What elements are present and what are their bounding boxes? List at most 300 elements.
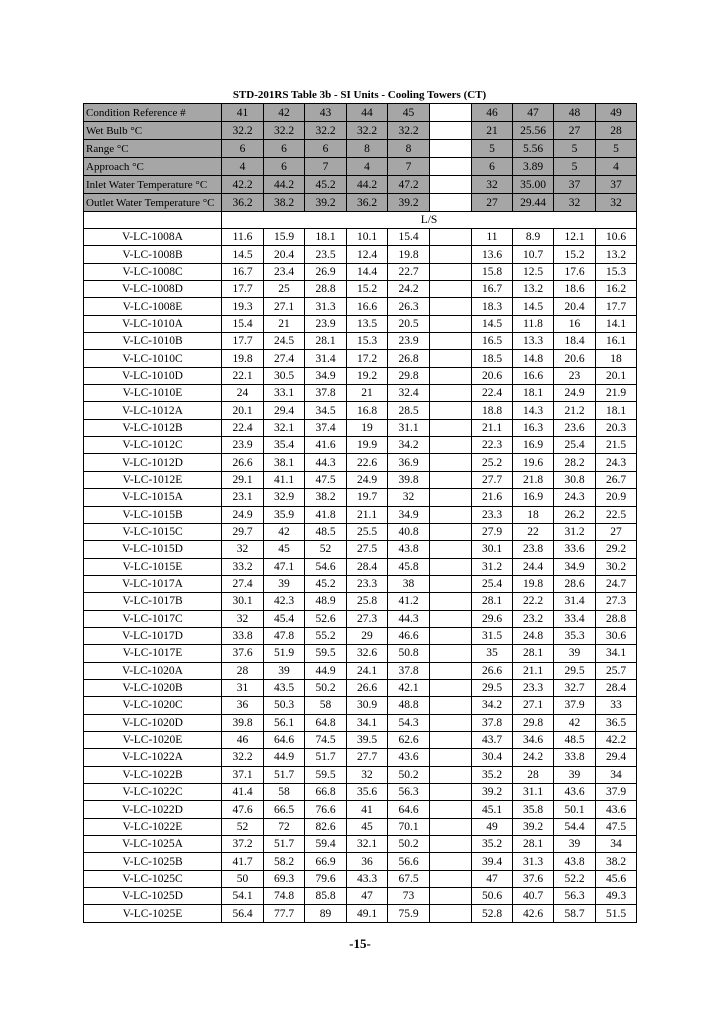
flow-value-cell: 85.8: [305, 888, 347, 905]
flow-value-cell: 16.7: [222, 263, 264, 280]
model-name-cell: V-LC-1008B: [84, 246, 222, 263]
flow-value-cell: 45.2: [305, 575, 347, 592]
flow-value-cell: 58.2: [264, 853, 305, 870]
flow-value-cell: 19.8: [222, 350, 264, 367]
flow-value-cell: 44.9: [305, 662, 347, 679]
flow-value-cell: 54.6: [305, 558, 347, 575]
flow-value-cell: 28: [513, 766, 554, 783]
flow-value-cell: 37.8: [472, 714, 513, 731]
flow-value-cell: 30.8: [554, 471, 596, 488]
flow-value-cell: 28.1: [513, 836, 554, 853]
flow-value-cell: 64.6: [388, 801, 430, 818]
flow-value-cell: 44.9: [264, 749, 305, 766]
flow-value-cell: 37.8: [305, 385, 347, 402]
flow-value-cell: 23.9: [388, 333, 430, 350]
flow-value-cell: 25.8: [347, 593, 388, 610]
flow-value-cell: 39.5: [347, 731, 388, 748]
flow-value-cell: 42.1: [388, 679, 430, 696]
flow-value-cell: 31.1: [513, 784, 554, 801]
flow-value-cell: 27.3: [596, 593, 637, 610]
flow-value-cell: 41.8: [305, 506, 347, 523]
flow-value-cell: 22.4: [472, 385, 513, 402]
flow-value-cell: 26.6: [222, 454, 264, 471]
flow-value-cell: 59.4: [305, 836, 347, 853]
flow-value-cell: 70.1: [388, 818, 430, 835]
table-row: [84, 385, 637, 402]
flow-value-cell: 13.5: [347, 315, 388, 332]
flow-value-cell: 32: [347, 766, 388, 783]
header-cell: 5: [554, 158, 596, 176]
flow-value-cell: 17.7: [222, 333, 264, 350]
flow-value-cell: 39: [264, 575, 305, 592]
flow-value-cell: 28.1: [513, 645, 554, 662]
flow-value-cell: 13.3: [513, 333, 554, 350]
header-cell: 8: [388, 140, 430, 158]
header-cell: 21: [472, 122, 513, 140]
table-row: [84, 489, 637, 506]
flow-value-cell: 66.5: [264, 801, 305, 818]
page-title: STD-201RS Table 3b - SI Units - Cooling Towers (CT): [232, 89, 487, 101]
table-row: [84, 229, 637, 246]
flow-value-cell: [430, 888, 472, 905]
header-row: [84, 176, 637, 194]
flow-value-cell: 34.5: [305, 402, 347, 419]
header-cell: 6: [222, 140, 264, 158]
flow-value-cell: 29.4: [264, 402, 305, 419]
flow-value-cell: 23: [554, 367, 596, 384]
flow-value-cell: 19.2: [347, 367, 388, 384]
flow-value-cell: 67.5: [388, 870, 430, 887]
flow-value-cell: 43.6: [388, 749, 430, 766]
flow-value-cell: [430, 506, 472, 523]
flow-value-cell: 39.2: [513, 818, 554, 835]
flow-value-cell: 30.1: [222, 593, 264, 610]
flow-value-cell: 21.9: [596, 385, 637, 402]
flow-value-cell: 8.9: [513, 229, 554, 246]
flow-value-cell: 39.8: [222, 714, 264, 731]
model-name-cell: V-LC-1015B: [84, 506, 222, 523]
flow-value-cell: 30.4: [472, 749, 513, 766]
flow-value-cell: 19.8: [388, 246, 430, 263]
flow-value-cell: [430, 350, 472, 367]
flow-value-cell: 15.9: [264, 229, 305, 246]
table-row: [84, 714, 637, 731]
flow-value-cell: 19.7: [347, 489, 388, 506]
flow-value-cell: 66.9: [305, 853, 347, 870]
model-name-cell: V-LC-1010C: [84, 350, 222, 367]
flow-value-cell: 72: [264, 818, 305, 835]
flow-value-cell: 31.1: [388, 419, 430, 436]
flow-value-cell: 34.9: [305, 367, 347, 384]
flow-value-cell: 23.1: [222, 489, 264, 506]
header-row: [84, 104, 637, 122]
flow-value-cell: 22.6: [347, 454, 388, 471]
flow-value-cell: 33.2: [222, 558, 264, 575]
flow-value-cell: 56.6: [388, 853, 430, 870]
model-name-cell: V-LC-1012A: [84, 402, 222, 419]
table-row: [84, 853, 637, 870]
flow-value-cell: 46.6: [388, 627, 430, 644]
page-number: -15-: [349, 936, 371, 951]
flow-value-cell: 28.8: [305, 281, 347, 298]
flow-value-cell: [430, 315, 472, 332]
flow-value-cell: 47.5: [596, 818, 637, 835]
model-name-cell: V-LC-1008D: [84, 281, 222, 298]
flow-value-cell: 27.7: [347, 749, 388, 766]
flow-value-cell: 41.4: [222, 784, 264, 801]
flow-value-cell: 50.2: [388, 836, 430, 853]
flow-value-cell: 34: [596, 836, 637, 853]
header-row: [84, 140, 637, 158]
flow-value-cell: [430, 818, 472, 835]
flow-value-cell: 23.3: [347, 575, 388, 592]
flow-value-cell: 28.4: [596, 679, 637, 696]
flow-value-cell: 32.1: [264, 419, 305, 436]
flow-value-cell: 37.9: [596, 784, 637, 801]
header-cell: 35.00: [513, 176, 554, 194]
flow-value-cell: 29.6: [472, 610, 513, 627]
model-name-cell: V-LC-1025D: [84, 888, 222, 905]
header-cell: 48: [554, 104, 596, 122]
header-cell: 43: [305, 104, 347, 122]
flow-value-cell: 23.2: [513, 610, 554, 627]
flow-value-cell: 30.2: [596, 558, 637, 575]
header-row: [84, 122, 637, 140]
header-cell: 4: [222, 158, 264, 176]
header-cell: 27: [554, 122, 596, 140]
header-cell: 32: [596, 194, 637, 212]
flow-value-cell: 28.8: [596, 610, 637, 627]
flow-value-cell: [430, 697, 472, 714]
flow-value-cell: 21.1: [472, 419, 513, 436]
flow-value-cell: 31.4: [305, 350, 347, 367]
flow-value-cell: 24.2: [513, 749, 554, 766]
table-row: [84, 281, 637, 298]
flow-value-cell: 74.8: [264, 888, 305, 905]
flow-value-cell: 22.7: [388, 263, 430, 280]
flow-value-cell: 34.2: [472, 697, 513, 714]
model-name-cell: V-LC-1022B: [84, 766, 222, 783]
model-name-cell: V-LC-1015E: [84, 558, 222, 575]
flow-value-cell: 28.1: [472, 593, 513, 610]
model-name-cell: V-LC-1012B: [84, 419, 222, 436]
flow-value-cell: 50.2: [305, 679, 347, 696]
flow-value-cell: 51.7: [264, 836, 305, 853]
flow-value-cell: [430, 367, 472, 384]
flow-value-cell: [430, 419, 472, 436]
flow-value-cell: 22.5: [596, 506, 637, 523]
model-name-cell: V-LC-1020E: [84, 731, 222, 748]
flow-value-cell: 56.1: [264, 714, 305, 731]
flow-value-cell: [430, 385, 472, 402]
flow-value-cell: 16.6: [347, 298, 388, 315]
flow-value-cell: 52.2: [554, 870, 596, 887]
flow-value-cell: 20.3: [596, 419, 637, 436]
header-cell: 44.2: [347, 176, 388, 194]
flow-value-cell: 27.4: [222, 575, 264, 592]
flow-value-cell: 35.3: [554, 627, 596, 644]
flow-value-cell: 51.5: [596, 905, 637, 922]
flow-value-cell: 58.7: [554, 905, 596, 922]
flow-value-cell: 21.2: [554, 402, 596, 419]
header-cell: 32: [554, 194, 596, 212]
header-cell: [430, 194, 472, 212]
header-cell: [430, 104, 472, 122]
flow-value-cell: 43.8: [554, 853, 596, 870]
flow-value-cell: 13.2: [596, 246, 637, 263]
flow-value-cell: 17.7: [222, 281, 264, 298]
units-row: [84, 212, 637, 229]
header-row-label: Range °C: [84, 140, 222, 158]
model-name-cell: V-LC-1020C: [84, 697, 222, 714]
header-cell: 27: [472, 194, 513, 212]
flow-value-cell: 35.6: [347, 784, 388, 801]
header-cell: 47: [513, 104, 554, 122]
table-row: [84, 818, 637, 835]
flow-value-cell: 43.3: [347, 870, 388, 887]
flow-value-cell: 34: [596, 766, 637, 783]
flow-value-cell: 39: [554, 766, 596, 783]
flow-value-cell: [430, 575, 472, 592]
flow-value-cell: 16.3: [513, 419, 554, 436]
table-row: [84, 315, 637, 332]
flow-value-cell: 14.8: [513, 350, 554, 367]
table-row: [84, 575, 637, 592]
flow-value-cell: 43.6: [554, 784, 596, 801]
flow-value-cell: 45.1: [472, 801, 513, 818]
flow-value-cell: 20.1: [596, 367, 637, 384]
flow-value-cell: 47.5: [305, 471, 347, 488]
flow-value-cell: 37.6: [222, 645, 264, 662]
model-name-cell: V-LC-1025B: [84, 853, 222, 870]
flow-value-cell: 13.2: [513, 281, 554, 298]
flow-value-cell: 24.9: [554, 385, 596, 402]
flow-value-cell: 15.4: [388, 229, 430, 246]
flow-value-cell: 24.8: [513, 627, 554, 644]
flow-value-cell: 37.6: [513, 870, 554, 887]
flow-value-cell: 37.1: [222, 766, 264, 783]
flow-value-cell: 26.3: [388, 298, 430, 315]
flow-value-cell: 48.9: [305, 593, 347, 610]
flow-value-cell: 42: [554, 714, 596, 731]
flow-value-cell: [430, 801, 472, 818]
flow-value-cell: 32.2: [222, 749, 264, 766]
model-name-cell: V-LC-1020A: [84, 662, 222, 679]
flow-value-cell: 25.5: [347, 523, 388, 540]
flow-value-cell: 47.1: [264, 558, 305, 575]
flow-value-cell: 40.8: [388, 523, 430, 540]
flow-value-cell: 19.9: [347, 437, 388, 454]
flow-value-cell: 30.5: [264, 367, 305, 384]
model-name-cell: V-LC-1020B: [84, 679, 222, 696]
flow-value-cell: 22.3: [472, 437, 513, 454]
flow-value-cell: 77.7: [264, 905, 305, 922]
flow-value-cell: 66.8: [305, 784, 347, 801]
table-row: [84, 402, 637, 419]
table-row: [84, 662, 637, 679]
flow-value-cell: 43.8: [388, 541, 430, 558]
flow-value-cell: 32.6: [347, 645, 388, 662]
flow-value-cell: 20.1: [222, 402, 264, 419]
flow-value-cell: 20.6: [472, 367, 513, 384]
flow-value-cell: 45.8: [388, 558, 430, 575]
flow-value-cell: 18: [513, 506, 554, 523]
header-cell: 4: [596, 158, 637, 176]
flow-value-cell: 41.7: [222, 853, 264, 870]
flow-value-cell: 23.6: [554, 419, 596, 436]
flow-value-cell: 56.4: [222, 905, 264, 922]
flow-value-cell: 75.9: [388, 905, 430, 922]
flow-value-cell: 32.7: [554, 679, 596, 696]
table-row: [84, 679, 637, 696]
flow-value-cell: [430, 662, 472, 679]
flow-value-cell: 54.4: [554, 818, 596, 835]
flow-value-cell: 39: [264, 662, 305, 679]
flow-value-cell: 28.5: [388, 402, 430, 419]
flow-value-cell: 29.7: [222, 523, 264, 540]
flow-value-cell: 27.1: [264, 298, 305, 315]
flow-value-cell: 25.4: [554, 437, 596, 454]
flow-value-cell: 52.8: [472, 905, 513, 922]
table-row: [84, 645, 637, 662]
flow-value-cell: 35: [472, 645, 513, 662]
flow-value-cell: 34.2: [388, 437, 430, 454]
flow-value-cell: 29.1: [222, 471, 264, 488]
table-row: [84, 523, 637, 540]
flow-value-cell: 41.2: [388, 593, 430, 610]
flow-value-cell: 27.5: [347, 541, 388, 558]
flow-value-cell: 18: [596, 350, 637, 367]
flow-value-cell: [430, 263, 472, 280]
header-cell: 39.2: [388, 194, 430, 212]
header-cell: 44.2: [264, 176, 305, 194]
flow-value-cell: 32.4: [388, 385, 430, 402]
header-cell: 37: [554, 176, 596, 194]
model-name-cell: V-LC-1022D: [84, 801, 222, 818]
flow-value-cell: 64.6: [264, 731, 305, 748]
flow-value-cell: [430, 402, 472, 419]
flow-value-cell: 29.4: [596, 749, 637, 766]
flow-value-cell: 51.7: [305, 749, 347, 766]
flow-value-cell: 24.2: [388, 281, 430, 298]
flow-value-cell: 18.1: [513, 385, 554, 402]
flow-value-cell: 31.3: [305, 298, 347, 315]
header-cell: 5: [472, 140, 513, 158]
table-row: [84, 627, 637, 644]
flow-value-cell: 52.6: [305, 610, 347, 627]
model-name-cell: V-LC-1017A: [84, 575, 222, 592]
header-cell: 39.2: [305, 194, 347, 212]
table-row: [84, 298, 637, 315]
flow-value-cell: [430, 541, 472, 558]
table-row: [84, 246, 637, 263]
flow-value-cell: 47: [347, 888, 388, 905]
header-cell: 6: [472, 158, 513, 176]
header-cell: 28: [596, 122, 637, 140]
flow-value-cell: 27.7: [472, 471, 513, 488]
model-name-cell: V-LC-1017C: [84, 610, 222, 627]
flow-value-cell: 42: [264, 523, 305, 540]
header-cell: 3.89: [513, 158, 554, 176]
flow-value-cell: 58: [264, 784, 305, 801]
header-cell: 37: [596, 176, 637, 194]
header-cell: 7: [388, 158, 430, 176]
flow-value-cell: [430, 229, 472, 246]
flow-value-cell: [430, 905, 472, 922]
flow-value-cell: 24.9: [222, 506, 264, 523]
flow-value-cell: 26.6: [347, 679, 388, 696]
flow-value-cell: 18.6: [554, 281, 596, 298]
flow-value-cell: 23.3: [472, 506, 513, 523]
flow-value-cell: 14.5: [472, 315, 513, 332]
header-cell: 6: [305, 140, 347, 158]
flow-value-cell: 41: [347, 801, 388, 818]
flow-value-cell: 36: [222, 697, 264, 714]
flow-value-cell: 10.1: [347, 229, 388, 246]
flow-value-cell: 31.4: [554, 593, 596, 610]
flow-value-cell: 28: [222, 662, 264, 679]
header-cell: [430, 176, 472, 194]
flow-value-cell: 27.4: [264, 350, 305, 367]
header-cell: 32: [472, 176, 513, 194]
flow-value-cell: 20.5: [388, 315, 430, 332]
flow-value-cell: 39.4: [472, 853, 513, 870]
flow-value-cell: 31.2: [554, 523, 596, 540]
model-name-cell: V-LC-1022A: [84, 749, 222, 766]
flow-value-cell: 26.6: [472, 662, 513, 679]
flow-value-cell: 16.2: [596, 281, 637, 298]
flow-value-cell: 25.7: [596, 662, 637, 679]
header-cell: 36.2: [347, 194, 388, 212]
flow-value-cell: 11.6: [222, 229, 264, 246]
flow-value-cell: 18.5: [472, 350, 513, 367]
flow-value-cell: 22: [513, 523, 554, 540]
flow-value-cell: 48.5: [554, 731, 596, 748]
flow-value-cell: 24.5: [264, 333, 305, 350]
flow-value-cell: 21.5: [596, 437, 637, 454]
model-name-cell: V-LC-1025E: [84, 905, 222, 922]
header-cell: [430, 122, 472, 140]
header-cell: 42.2: [222, 176, 264, 194]
flow-value-cell: 39: [554, 836, 596, 853]
flow-value-cell: 12.5: [513, 263, 554, 280]
flow-value-cell: [430, 246, 472, 263]
flow-value-cell: 25.4: [472, 575, 513, 592]
flow-value-cell: 33: [596, 697, 637, 714]
flow-value-cell: 33.8: [222, 627, 264, 644]
flow-value-cell: 23.5: [305, 246, 347, 263]
flow-value-cell: 42.2: [596, 731, 637, 748]
header-cell: 32.2: [222, 122, 264, 140]
header-cell: 36.2: [222, 194, 264, 212]
flow-value-cell: 50: [222, 870, 264, 887]
header-cell: [430, 140, 472, 158]
flow-value-cell: 29.8: [388, 367, 430, 384]
flow-value-cell: 23.9: [305, 315, 347, 332]
flow-value-cell: 33.1: [264, 385, 305, 402]
header-cell: 45.2: [305, 176, 347, 194]
flow-value-cell: 89: [305, 905, 347, 922]
flow-value-cell: 74.5: [305, 731, 347, 748]
flow-value-cell: 43.6: [596, 801, 637, 818]
model-name-cell: V-LC-1010A: [84, 315, 222, 332]
flow-value-cell: 31.5: [472, 627, 513, 644]
model-name-cell: V-LC-1015A: [84, 489, 222, 506]
flow-value-cell: 31.2: [472, 558, 513, 575]
header-cell: 41: [222, 104, 264, 122]
header-cell: 5.56: [513, 140, 554, 158]
header-cell: 5: [596, 140, 637, 158]
